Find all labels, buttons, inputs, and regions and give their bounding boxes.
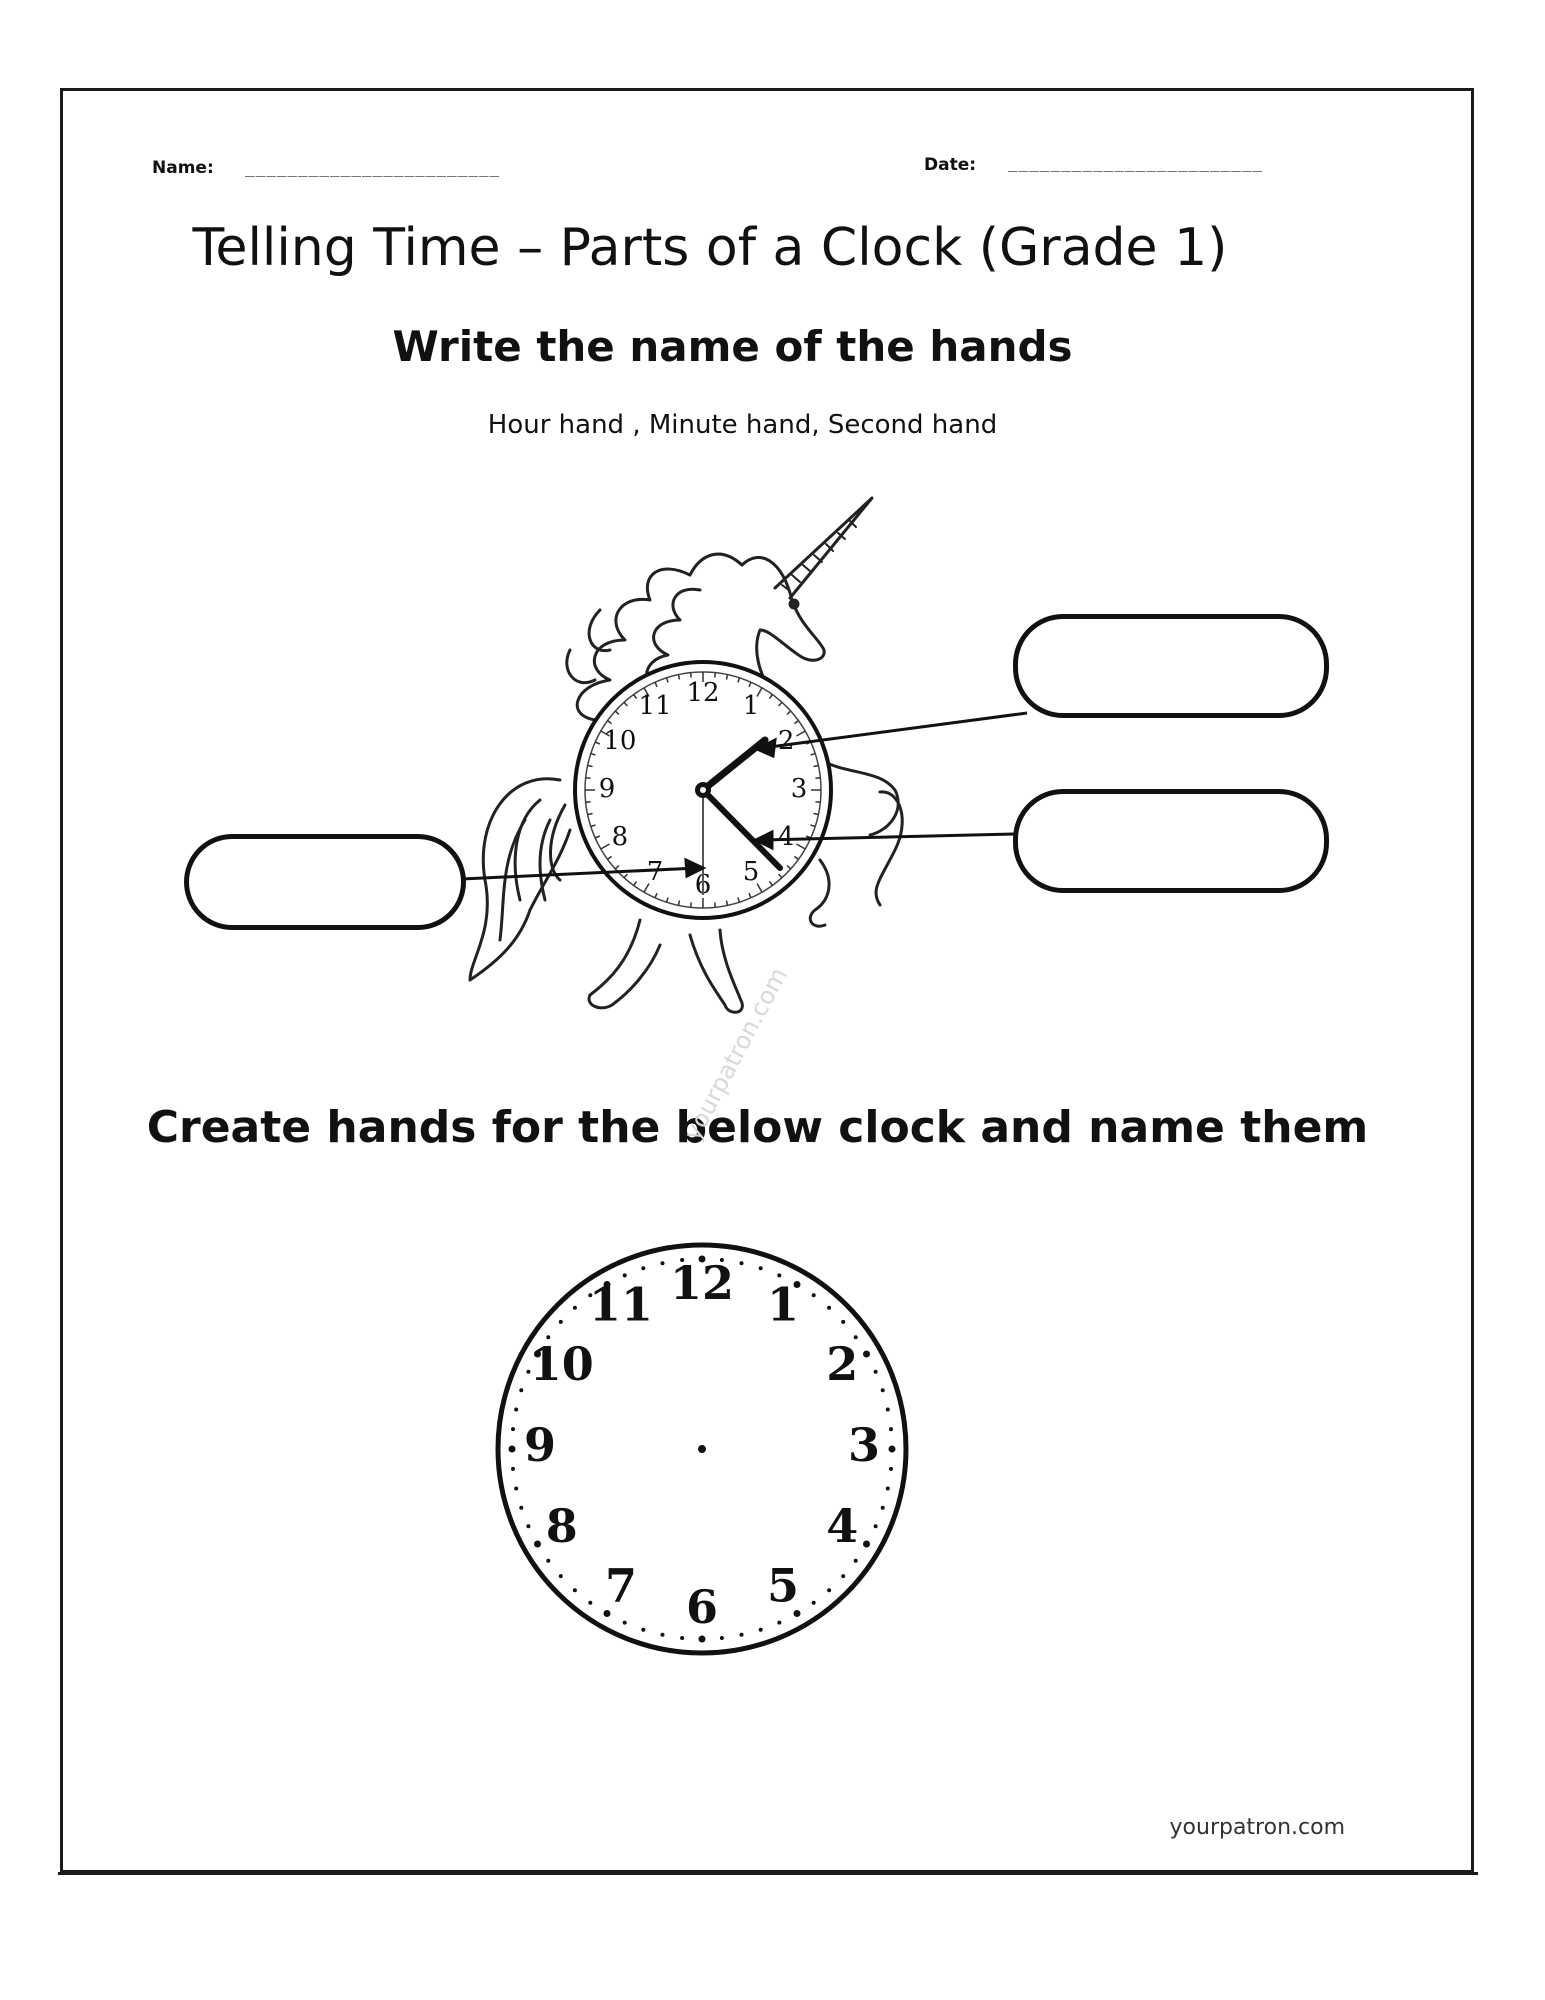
date-line[interactable]: ________________________ [1008, 153, 1264, 172]
clock1-number-3: 3 [790, 774, 808, 804]
clock1-tick [586, 778, 591, 779]
clock2-minute-dot [514, 1487, 518, 1491]
clock2-minute-dot [812, 1293, 816, 1297]
clock1-number-11: 11 [638, 690, 672, 721]
clock1-number-10: 10 [603, 726, 637, 756]
clock2-number-10: 10 [529, 1337, 594, 1391]
clock2-number-5: 5 [766, 1558, 800, 1613]
clock1-tick [679, 901, 680, 906]
clock2-minute-dot [841, 1320, 845, 1324]
clock2-minute-dot [777, 1621, 781, 1625]
clock2-minute-dot [509, 1446, 516, 1453]
clock2-minute-dot [573, 1306, 577, 1310]
clock1-tick [815, 778, 820, 779]
clock2-minute-dot [573, 1588, 577, 1592]
clock2-minute-dot [680, 1636, 684, 1640]
clock2-minute-dot [699, 1636, 706, 1643]
clock2-number-4: 4 [826, 1499, 859, 1553]
answer-box-hour-hand[interactable] [1013, 614, 1329, 718]
watermark-text: yourpatron.com [678, 962, 794, 1146]
clock2-minute-dot [881, 1388, 885, 1392]
clock2-minute-dot [889, 1427, 893, 1431]
clock2-minute-dot [841, 1574, 845, 1578]
clock2-minute-dot [812, 1601, 816, 1605]
clock1-number-7: 7 [646, 857, 664, 888]
clock1-tick [679, 675, 680, 680]
clock2-minute-dot [511, 1467, 515, 1471]
clock2-minute-dot [519, 1506, 523, 1510]
clock2-minute-dot [641, 1266, 645, 1270]
clock1-tick [586, 802, 591, 803]
clock1-tick [814, 814, 819, 815]
clock2-number-2: 2 [826, 1337, 859, 1391]
clock2-number-6: 6 [685, 1580, 719, 1634]
clock1-tick [727, 675, 728, 680]
clock2-minute-dot [514, 1408, 518, 1412]
clock2-minute-dot [534, 1541, 541, 1548]
clock2-minute-dot [661, 1633, 665, 1637]
clock1-tick [588, 766, 593, 767]
clock2-minute-dot [740, 1261, 744, 1265]
clock1-tick [715, 902, 716, 907]
answer-box-second-hand[interactable] [184, 834, 466, 930]
clock2-minute-dot [559, 1320, 563, 1324]
clock1-number-5: 5 [742, 857, 760, 888]
name-line[interactable]: ________________________ [245, 158, 501, 177]
clock2-minute-dot [526, 1524, 530, 1528]
clock2-minute-dot [588, 1601, 592, 1605]
clock1-number-4: 4 [777, 822, 795, 852]
clock2-minute-dot [874, 1370, 878, 1374]
clock2-minute-dot [886, 1408, 890, 1412]
clock2-minute-dot [661, 1261, 665, 1265]
clock2-minute-dot [759, 1266, 763, 1270]
clock1-number-2: 2 [777, 726, 795, 756]
clock1-tick [588, 814, 593, 815]
clock2-number-3: 3 [847, 1418, 881, 1472]
clock2-number-11: 11 [588, 1277, 654, 1332]
name-label: Name: [152, 158, 214, 178]
clock1-tick [691, 673, 692, 678]
clock1-number-6: 6 [694, 870, 712, 900]
clock2-minute-dot [519, 1388, 523, 1392]
hand-name-options: Hour hand , Minute hand, Second hand [487, 410, 998, 440]
clock2-minute-dot [874, 1524, 878, 1528]
clock2-minute-dot [641, 1628, 645, 1632]
footer-website: yourpatron.com [1169, 1815, 1345, 1840]
clock2-number-8: 8 [545, 1499, 578, 1553]
clock2-minute-dot [863, 1351, 870, 1358]
clock1-number-12: 12 [686, 678, 720, 708]
clock2-center-dot [698, 1445, 706, 1453]
date-label: Date: [924, 155, 977, 175]
clock2-number-12: 12 [669, 1256, 735, 1310]
clock2-minute-dot [559, 1574, 563, 1578]
clock2-number-9: 9 [523, 1418, 557, 1472]
clock2-minute-dot [720, 1636, 724, 1640]
clock2-minute-dot [511, 1427, 515, 1431]
section1-heading: Write the name of the hands [392, 322, 1073, 371]
clock1-number-1: 1 [742, 690, 760, 721]
worksheet-title: Telling Time – Parts of a Clock (Grade 1) [192, 218, 1228, 278]
clock2-minute-dot [889, 1467, 893, 1471]
clock2-minute-dot [827, 1588, 831, 1592]
clock1-tick [715, 673, 716, 678]
clock1-number-8: 8 [611, 822, 629, 852]
clock2-minute-dot [623, 1621, 627, 1625]
clock2-minute-dot [827, 1306, 831, 1310]
clock2-minute-dot [546, 1559, 550, 1563]
clock2-minute-dot [740, 1633, 744, 1637]
clock1-number-9: 9 [598, 774, 616, 804]
section2-heading: Create hands for the below clock and name them [146, 1102, 1369, 1153]
clock1-tick [691, 902, 692, 907]
clock1-tick [814, 766, 819, 767]
clock2-minute-dot [854, 1559, 858, 1563]
clock2-number-1: 1 [766, 1277, 800, 1332]
clock2-number-7: 7 [604, 1558, 638, 1613]
clock2-minute-dot [863, 1541, 870, 1548]
clock2-minute-dot [881, 1506, 885, 1510]
answer-box-minute-hand[interactable] [1013, 789, 1329, 893]
clock2-minute-dot [886, 1487, 890, 1491]
clock2-minute-dot [889, 1446, 896, 1453]
clock1-tick [815, 802, 820, 803]
clock1-tick [727, 901, 728, 906]
clock2-minute-dot [759, 1628, 763, 1632]
